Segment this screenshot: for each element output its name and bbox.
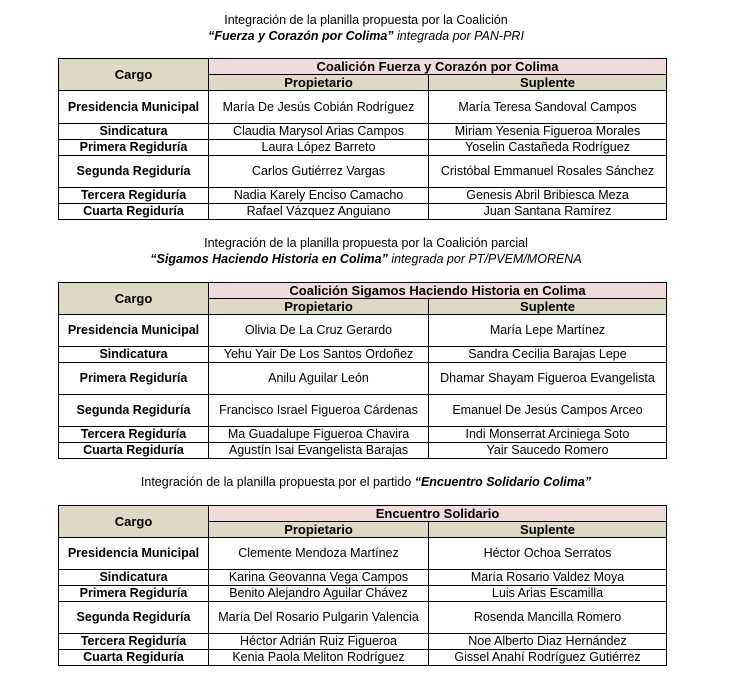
cell-suplente: María Teresa Sandoval Campos (429, 91, 667, 124)
cell-suplente: María Rosario Valdez Moya (429, 570, 667, 586)
cell-cargo: Sindicatura (59, 124, 209, 140)
cell-cargo: Segunda Regiduría (59, 395, 209, 427)
caption-2-suffix: integrada por PT/PVEM/MORENA (387, 252, 582, 266)
cell-cargo: Segunda Regiduría (59, 156, 209, 188)
caption-3 (0, 474, 732, 490)
table-header-row (59, 283, 667, 299)
cell-propietario: Clemente Mendoza Martínez (209, 538, 429, 570)
cell-suplente: Emanuel De Jesús Campos Arceo (429, 395, 667, 427)
caption-1-suffix: integrada por PAN-PRI (393, 29, 524, 43)
cell-suplente: Luis Arias Escamilla (429, 586, 667, 602)
caption-2-line1: Integración de la planilla propuesta por la Coalición parcial (204, 236, 528, 250)
cell-cargo: Sindicatura (59, 347, 209, 363)
header-propietario: Propietario (209, 522, 429, 538)
cell-propietario: Yehu Yair De Los Santos Ordoñez (209, 347, 429, 363)
cell-cargo: Sindicatura (59, 570, 209, 586)
caption-3-text: Integración de la planilla propuesta por el partido (140, 475, 415, 489)
table-row (59, 315, 667, 347)
cell-suplente: Gissel Anahí Rodríguez Gutiérrez (429, 650, 667, 666)
cell-cargo: Presidencia Municipal (59, 315, 209, 347)
table-row (59, 586, 667, 602)
caption-2 (0, 235, 732, 267)
table-row (59, 156, 667, 188)
table-row (59, 188, 667, 204)
header-propietario: Propietario (209, 299, 429, 315)
cell-cargo: Tercera Regiduría (59, 427, 209, 443)
table-1 (58, 58, 667, 220)
table-row (59, 91, 667, 124)
table-row (59, 204, 667, 220)
table-row (59, 395, 667, 427)
caption-3-line1 (0, 474, 732, 490)
cell-propietario: Ma Guadalupe Figueroa Chavira (209, 427, 429, 443)
cell-suplente: Noe Alberto Diaz Hernández (429, 634, 667, 650)
table-row (59, 140, 667, 156)
table-row (59, 634, 667, 650)
cell-suplente: Indi Monserrat Arciniega Soto (429, 427, 667, 443)
table-row (59, 602, 667, 634)
cell-propietario: Rafael Vázquez Anguiano (209, 204, 429, 220)
header-suplente: Suplente (429, 75, 667, 91)
cell-suplente: Genesis Abril Bribiesca Meza (429, 188, 667, 204)
table-2 (58, 282, 667, 459)
table-row (59, 427, 667, 443)
caption-1-name: “Fuerza y Corazón por Colima” (208, 29, 394, 43)
cell-cargo: Cuarta Regiduría (59, 650, 209, 666)
cell-propietario: Olivia De La Cruz Gerardo (209, 315, 429, 347)
header-group: Coalición Sigamos Haciendo Historia en Colima (209, 283, 667, 299)
header-group: Encuentro Solidario (209, 506, 667, 522)
cell-propietario: Héctor Adrián Ruiz Figueroa (209, 634, 429, 650)
table-3 (58, 505, 667, 666)
header-cargo: Cargo (59, 283, 209, 315)
table-row (59, 443, 667, 459)
header-propietario: Propietario (209, 75, 429, 91)
caption-1-line2 (0, 28, 732, 44)
cell-propietario: Nadia Karely Enciso Camacho (209, 188, 429, 204)
cell-cargo: Primera Regiduría (59, 586, 209, 602)
cell-propietario: Karina Geovanna Vega Campos (209, 570, 429, 586)
header-cargo: Cargo (59, 59, 209, 91)
cell-cargo: Tercera Regiduría (59, 634, 209, 650)
header-suplente: Suplente (429, 299, 667, 315)
cell-suplente: Yoselin Castañeda Rodríguez (429, 140, 667, 156)
table-header-row (59, 59, 667, 75)
cell-cargo: Cuarta Regiduría (59, 443, 209, 459)
table-row (59, 538, 667, 570)
table-row (59, 570, 667, 586)
caption-1-line1: Integración de la planilla propuesta por la Coalición (224, 13, 508, 27)
caption-1 (0, 12, 732, 44)
caption-3-name: “Encuentro Solidario Colima” (414, 475, 592, 489)
cell-suplente: Dhamar Shayam Figueroa Evangelista (429, 363, 667, 395)
cell-suplente: Juan Santana Ramírez (429, 204, 667, 220)
caption-2-line2 (0, 251, 732, 267)
cell-propietario: Anilu Aguilar León (209, 363, 429, 395)
cell-suplente: Héctor Ochoa Serratos (429, 538, 667, 570)
cell-suplente: María Lepe Martínez (429, 315, 667, 347)
caption-2-name: “Sigamos Haciendo Historia en Colima” (150, 252, 388, 266)
cell-suplente: Rosenda Mancilla Romero (429, 602, 667, 634)
cell-cargo: Cuarta Regiduría (59, 204, 209, 220)
header-suplente: Suplente (429, 522, 667, 538)
table-row (59, 363, 667, 395)
cell-cargo: Primera Regiduría (59, 363, 209, 395)
cell-propietario: María Del Rosario Pulgarin Valencia (209, 602, 429, 634)
cell-suplente: Miriam Yesenia Figueroa Morales (429, 124, 667, 140)
cell-propietario: Francisco Israel Figueroa Cárdenas (209, 395, 429, 427)
table-row (59, 347, 667, 363)
cell-propietario: Kenia Paola Meliton Rodríguez (209, 650, 429, 666)
cell-cargo: Presidencia Municipal (59, 91, 209, 124)
table-row (59, 124, 667, 140)
header-group: Coalición Fuerza y Corazón por Colima (209, 59, 667, 75)
cell-suplente: Cristóbal Emmanuel Rosales Sánchez (429, 156, 667, 188)
cell-propietario: Agustín Isai Evangelista Barajas (209, 443, 429, 459)
table-row (59, 650, 667, 666)
cell-suplente: Sandra Cecilia Barajas Lepe (429, 347, 667, 363)
header-cargo: Cargo (59, 506, 209, 538)
cell-propietario: Carlos Gutiérrez Vargas (209, 156, 429, 188)
cell-propietario: Claudia Marysol Arias Campos (209, 124, 429, 140)
cell-cargo: Segunda Regiduría (59, 602, 209, 634)
cell-suplente: Yair Saucedo Romero (429, 443, 667, 459)
cell-propietario: María De Jesús Cobián Rodríguez (209, 91, 429, 124)
table-header-row (59, 506, 667, 522)
cell-cargo: Tercera Regiduría (59, 188, 209, 204)
cell-cargo: Primera Regiduría (59, 140, 209, 156)
cell-propietario: Benito Alejandro Aguilar Chávez (209, 586, 429, 602)
cell-cargo: Presidencia Municipal (59, 538, 209, 570)
cell-propietario: Laura López Barreto (209, 140, 429, 156)
